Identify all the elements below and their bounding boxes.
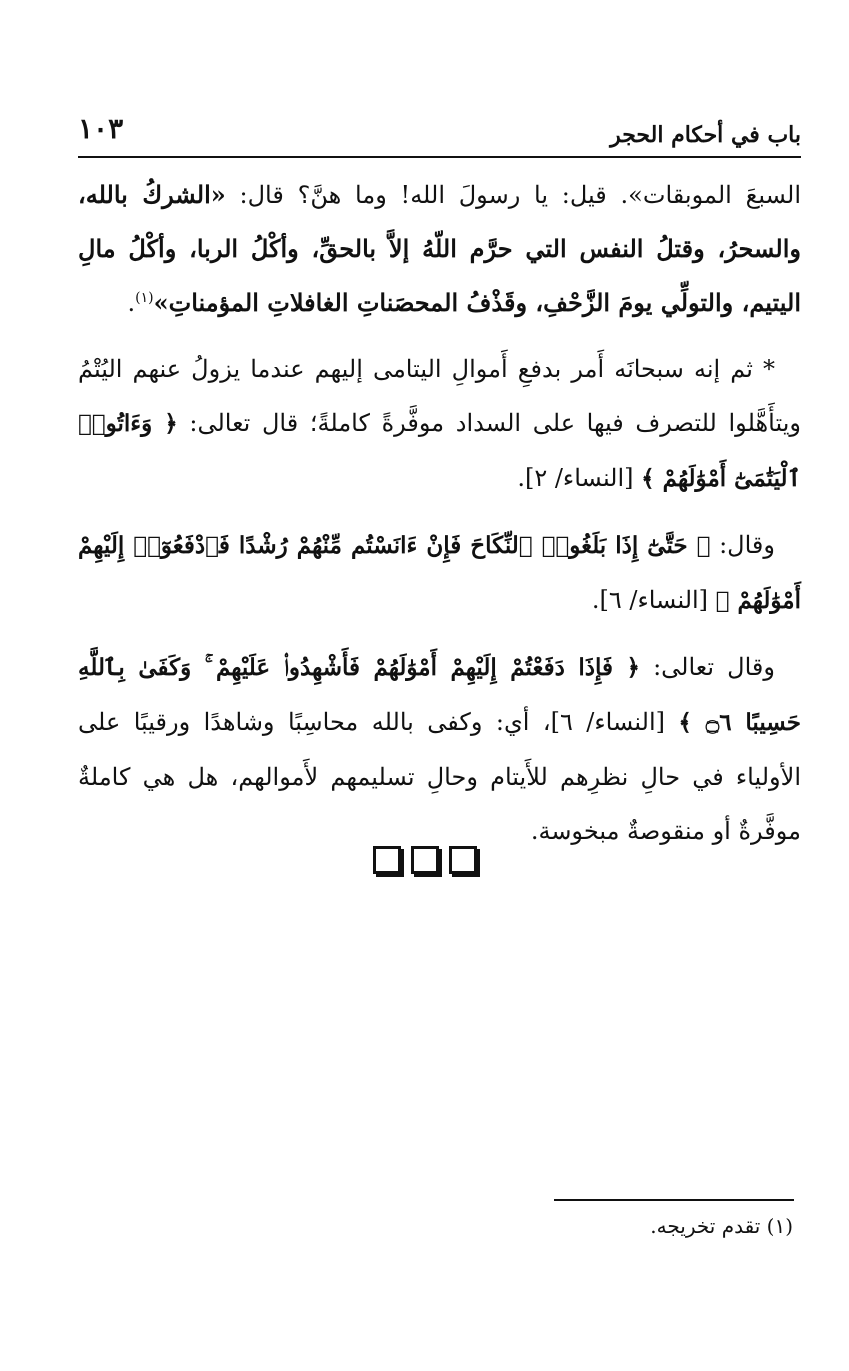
- verse-reference: [النساء/ ٢].: [517, 464, 642, 492]
- footnote-number: (١): [766, 1214, 793, 1238]
- main-text: [78, 168, 801, 870]
- quran-verse: ﴿ حَتَّىٰٓ إِذَا بَلَغُوا۟ ٱلنِّكَاحَ فَإِنْ ءَانَسْتُم مِّنْهُمْ رُشْدًا فَٱدْفَعُوٓا۟ إِلَيْهِمْ أَمْوَٰلَهُمْ ﴾: [78, 532, 801, 614]
- verse-reference: [النساء/ ٦].: [591, 586, 716, 614]
- quran-verse: ﴿ فَإِذَا دَفَعْتُمْ إِلَيْهِمْ أَمْوَٰلَهُمْ فَأَشْهِدُوا۟ عَلَيْهِمْ ۚ وَكَفَىٰ بِٱللَّهِ حَسِيبًا ۝٦ ﴾: [78, 654, 802, 736]
- ornament-square-icon: [449, 846, 477, 874]
- paragraph-1-text: السبعَ الموبقات». قيل: يا رسولَ الله! وما هنَّ؟ قال:: [225, 181, 801, 209]
- paragraph-4-text: وقال تعالى:: [639, 653, 775, 681]
- paragraph-2: [78, 342, 801, 506]
- paragraph-3-text: وقال:: [710, 531, 775, 559]
- paragraph-1-end: .: [127, 289, 136, 317]
- ornament-square-icon: [373, 846, 401, 874]
- footnote-reference[interactable]: (١): [135, 290, 154, 306]
- paragraph-1: [78, 168, 801, 330]
- paragraph-3: [78, 518, 801, 628]
- ornament-square-icon: [411, 846, 439, 874]
- chapter-title: باب في أحكام الحجر: [610, 122, 801, 148]
- paragraph-4-rest: [النساء/ ٦]، أي: وكفى بالله محاسِبًا وشاهدًا ورقيبًا على الأولياء في حالِ نظرِهم للأَيتام وحالِ تسليمهم لأَموالهم، هل هي كاملةٌ موفَّرةٌ أو منقوصةٌ مبخوسة.: [78, 708, 801, 845]
- hadith-quote: «الشركُ بالله، والسحرُ، وقتلُ النفس التي حرَّم اللّهُ إلاَّ بالحقِّ، وأكْلُ الربا، وأكْلُ مالِ اليتيم، والتولِّي يومَ الزَّحْفِ، وقَذْفُ المحصَناتِ الغافلاتِ المؤمناتِ»: [78, 180, 802, 317]
- footnote-rule: [554, 1199, 794, 1201]
- footnote: [650, 1214, 793, 1238]
- header-rule: [78, 156, 801, 158]
- page-number: ١٠٣: [78, 112, 124, 145]
- quran-verse: ﴿ وَءَاتُوا۟ ٱلْيَتَٰمَىٰٓ أَمْوَٰلَهُمْ ﴾: [78, 410, 801, 492]
- footnote-text: تقدم تخريجه.: [650, 1214, 761, 1238]
- paragraph-4: [78, 640, 801, 858]
- page-header: [78, 108, 801, 158]
- paragraph-2-text: * ثم إنه سبحانَه أَمر بدفعِ أَموالِ اليتامى إليهم عندما يزولُ عنهم اليُتْمُ ويتأَهَّلوا للتصرف فيها على السداد موفَّرةً كاملةً؛ قال تعالى:: [78, 355, 802, 437]
- section-end-ornament: [0, 846, 849, 874]
